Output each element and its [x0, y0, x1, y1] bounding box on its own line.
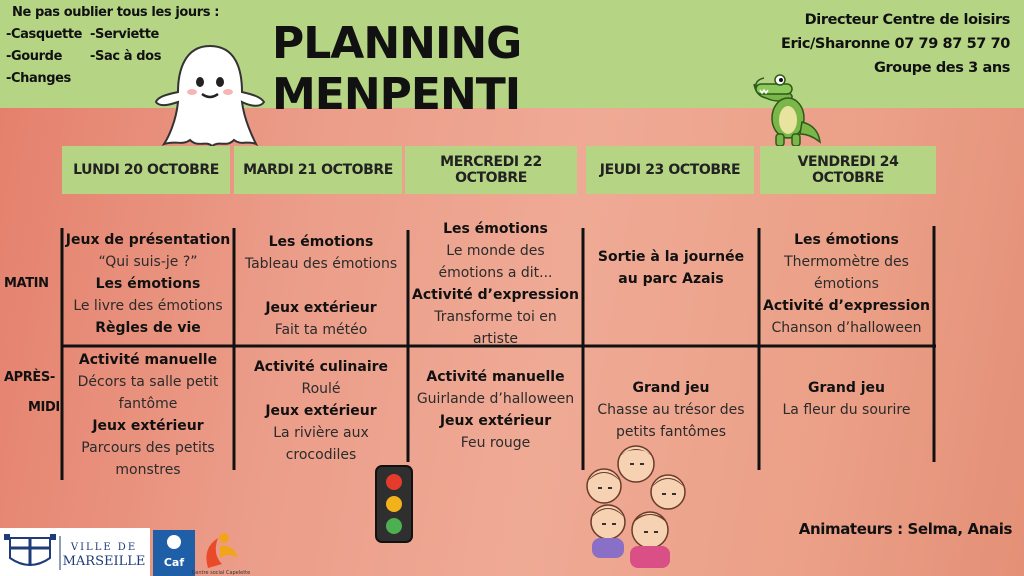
afternoon-cell-thursday [583, 377, 759, 443]
children-illustration [578, 442, 694, 570]
activity-title: Les émotions [794, 232, 899, 248]
marseille-logo [0, 528, 150, 576]
caf-logo [153, 530, 195, 576]
activity-detail: monstres [115, 462, 181, 478]
morning-cell-friday [759, 229, 934, 339]
activity-title: Jeux de présentation [65, 232, 231, 248]
director-info [781, 8, 1010, 80]
director-line: Directeur Centre de loisirs [804, 12, 1010, 28]
activity-title: Les émotions [95, 276, 201, 292]
reminder-item: -Casquette [6, 27, 83, 42]
activity-detail: Chanson d’halloween [771, 320, 922, 336]
centre-social-text: Centre social Capelette [191, 570, 251, 576]
afternoon-cell-tuesday [234, 356, 408, 466]
period-afternoon: MIDI [28, 400, 60, 415]
caf-logo-text: Caf [163, 556, 185, 569]
day-header-monday: LUNDI 20 OCTOBRE [62, 146, 230, 194]
activity-title: Grand jeu [632, 380, 710, 396]
period-afternoon: APRÈS- [4, 370, 55, 385]
activity-title: Activité d’expression [412, 287, 579, 303]
activity-detail: Le monde des [446, 243, 545, 259]
reminder-item: -Gourde [6, 49, 62, 64]
activity-detail: Décors ta salle petit [77, 374, 219, 390]
page-title: PLANNING MENPENTI [272, 18, 522, 120]
activity-detail: “Qui suis-je ?” [98, 254, 198, 270]
reminder-item: -Changes [6, 71, 71, 86]
reminder-item: -Sac à dos [90, 49, 162, 64]
activity-detail: Feu rouge [460, 435, 531, 451]
activity-title: Grand jeu [808, 380, 885, 396]
activity-detail: émotions a dit... [438, 265, 553, 281]
activity-detail: Transforme toi en [434, 309, 557, 325]
day-header-thursday: JEUDI 23 OCTOBRE [586, 146, 754, 194]
activity-detail: La rivière aux [273, 425, 369, 441]
activity-detail: Guirlande d’halloween [416, 391, 575, 407]
activity-title: Les émotions [268, 234, 374, 250]
director-phone: Eric/Sharonne 07 79 87 57 70 [781, 36, 1010, 52]
activity-title: Jeux extérieur [265, 300, 377, 316]
activity-detail: Parcours des petits [81, 440, 215, 456]
activity-detail: Chasse au trésor des [597, 402, 745, 418]
activity-title: Activité manuelle [78, 352, 218, 368]
activity-detail: Tableau des émotions [244, 256, 398, 272]
morning-cell-tuesday [234, 231, 408, 341]
afternoon-cell-wednesday [408, 366, 583, 454]
activity-detail: artiste [472, 331, 519, 347]
activity-title: Sortie à la journée [597, 249, 745, 265]
activity-title: Jeux extérieur [265, 403, 377, 419]
activity-title: Les émotions [443, 221, 548, 237]
activity-detail: Roulé [301, 381, 341, 397]
activity-detail: petits fantômes [615, 424, 727, 440]
activity-detail: Le livre des émotions [73, 298, 223, 314]
reminder-item: -Serviette [90, 27, 159, 42]
activity-detail: Fait ta météo [274, 322, 368, 338]
marseille-logo-text: MARSEILLE [62, 554, 146, 569]
day-header-friday: VENDREDI 24 OCTOBRE [760, 146, 936, 194]
activity-title: Activité d’expression [763, 298, 930, 314]
traffic-light-illustration [374, 464, 414, 544]
period-morning: MATIN [4, 276, 49, 291]
activity-detail: crocodiles [285, 447, 357, 463]
activity-title: Activité culinaire [253, 359, 389, 375]
marseille-logo-text: VILLE DE [70, 542, 138, 553]
afternoon-cell-monday [62, 349, 234, 481]
centre-social-logo [191, 528, 251, 576]
day-header-tuesday: MARDI 21 OCTOBRE [234, 146, 402, 194]
activity-title: Activité manuelle [426, 369, 565, 385]
activity-detail: Thermomètre des [784, 254, 909, 270]
activity-title: Jeux extérieur [92, 418, 204, 434]
activity-title: au parc Azais [618, 271, 724, 287]
animators-label: Animateurs : Selma, Anais [798, 520, 1012, 538]
activity-detail: fantôme [118, 396, 178, 412]
crocodile-illustration [748, 70, 824, 150]
activity-detail: émotions [814, 276, 879, 292]
morning-cell-thursday [583, 246, 759, 290]
morning-cell-wednesday [408, 218, 583, 350]
activity-detail: La fleur du sourire [782, 402, 911, 418]
reminder-title: Ne pas oublier tous les jours : [12, 5, 220, 20]
ghost-illustration [154, 42, 266, 150]
activity-detail [234, 275, 408, 297]
afternoon-cell-friday [759, 377, 934, 421]
activity-title: Jeux extérieur [439, 413, 552, 429]
day-header-wednesday: MERCREDI 22 OCTOBRE [405, 146, 577, 194]
morning-cell-monday [62, 229, 234, 339]
group-label: Groupe des 3 ans [874, 60, 1010, 76]
activity-title: Règles de vie [95, 320, 201, 336]
